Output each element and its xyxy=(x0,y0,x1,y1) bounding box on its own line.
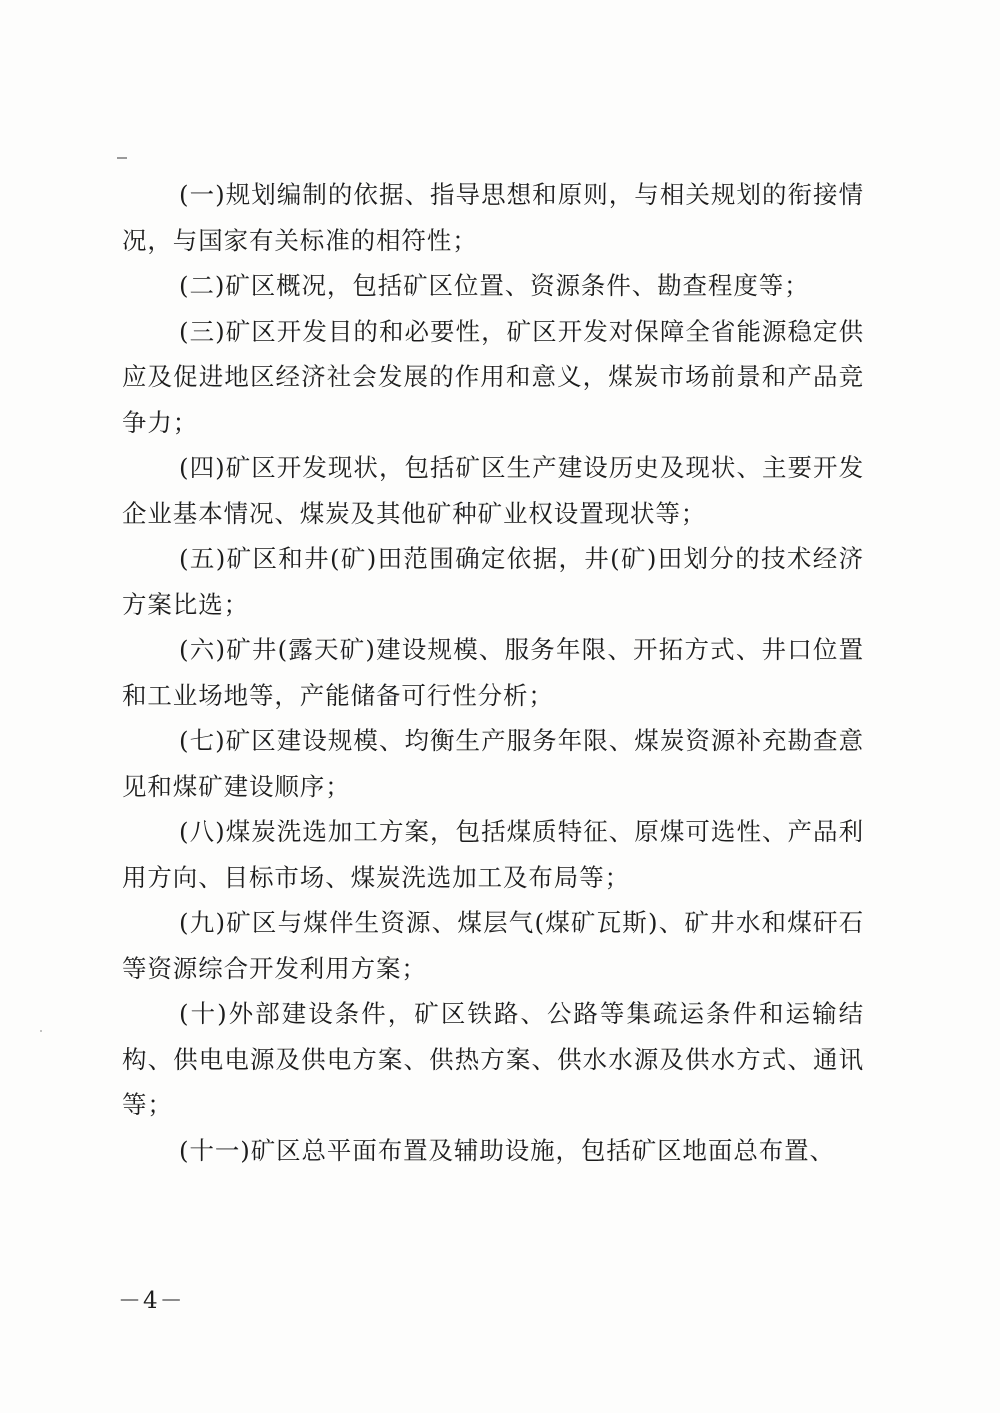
scan-speck xyxy=(40,1030,42,1032)
paragraph-item-4: (四)矿区开发现状，包括矿区生产建设历史及现状、主要开发企业基本情况、煤炭及其他矿种矿业权设置现状等； xyxy=(122,453,864,528)
paragraph-item-9: (九)矿区与煤伴生资源、煤层气(煤矿瓦斯)、矿井水和煤矸石等资源综合开发利用方案； xyxy=(122,908,864,983)
paragraph-item-8: (八)煤炭洗选加工方案，包括煤质特征、原煤可选性、产品利用方向、目标市场、煤炭洗选加工及布局等； xyxy=(122,817,864,892)
paragraph-item-6: (六)矿井(露天矿)建设规模、服务年限、开拓方式、井口位置和工业场地等，产能储备可行性分析； xyxy=(122,635,864,710)
page-number: －4－ xyxy=(118,1288,185,1314)
document-body xyxy=(122,172,864,1173)
paragraph-item-11: (十一)矿区总平面布置及辅助设施，包括矿区地面总布置、 xyxy=(179,1135,835,1165)
paragraph-item-10: (十)外部建设条件，矿区铁路、公路等集疏运条件和运输结构、供电电源及供电方案、供热方案、供水水源及供水方式、通讯等； xyxy=(122,999,864,1119)
paragraph-item-5: (五)矿区和井(矿)田范围确定依据，井(矿)田划分的技术经济方案比选； xyxy=(122,544,864,619)
paragraph-item-7: (七)矿区建设规模、均衡生产服务年限、煤炭资源补充勘查意见和煤矿建设顺序； xyxy=(122,726,864,801)
paragraph-item-1: (一)规划编制的依据、指导思想和原则，与相关规划的衔接情况，与国家有关标准的相符性； xyxy=(122,180,864,255)
paragraph-item-2: (二)矿区概况，包括矿区位置、资源条件、勘查程度等； xyxy=(179,271,810,300)
header-mark xyxy=(117,157,127,159)
paragraph-item-3: (三)矿区开发目的和必要性，矿区开发对保障全省能源稳定供应及促进地区经济社会发展的作用和意义，煤炭市场前景和产品竞争力； xyxy=(122,316,864,437)
